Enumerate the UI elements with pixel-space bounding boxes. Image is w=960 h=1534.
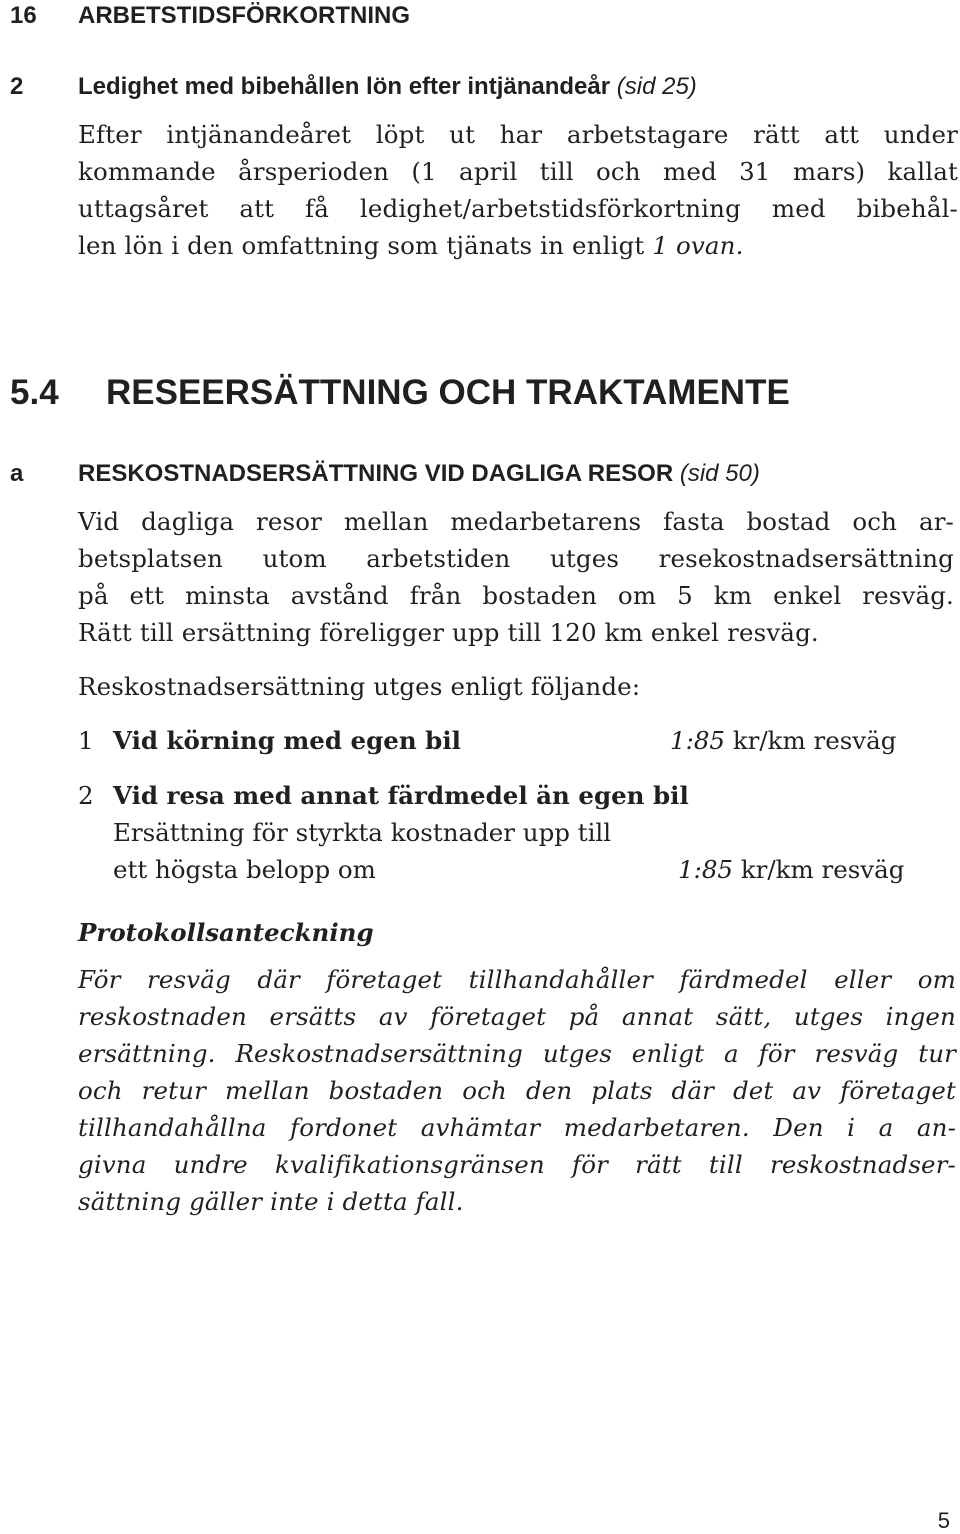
- subsection-title: Ledighet med bibehållen lön efter intjänandeår: [78, 73, 611, 100]
- item-number: 1: [78, 726, 94, 755]
- paragraph-line: len lön i den omfattning som tjänats in enligt: [78, 231, 645, 260]
- paragraph-2: [78, 503, 954, 651]
- page-header: [10, 2, 410, 30]
- paragraph-1: [78, 116, 958, 264]
- item-rate: [678, 851, 904, 888]
- paragraph-line: Vid dagliga resor mellan medarbetarens fasta bostad och ar-: [78, 507, 954, 536]
- protocol-heading: Protokollsanteckning: [78, 918, 374, 947]
- paragraph-line: uttagsåret att få ledighet/arbetstidsförkortning med bibehål-: [78, 194, 958, 223]
- paragraph-line: på ett minsta avstånd från bostaden om 5 km enkel resväg.: [78, 581, 954, 610]
- paragraph-line: ersättning. Reskostnadsersättning utges enligt a för resväg tur: [78, 1039, 956, 1068]
- item-title: Vid resa med annat färdmedel än egen bil: [113, 781, 689, 810]
- item-description: Ersättning för styrkta kostnader upp till: [113, 818, 612, 847]
- page-number: 5: [937, 1508, 950, 1533]
- paragraph-ref: 1 ovan.: [652, 231, 744, 260]
- paragraph-line: sättning gäller inte i detta fall.: [78, 1187, 464, 1216]
- subsection-a-ref: (sid 50): [679, 460, 760, 487]
- header-title: ARBETSTIDSFÖRKORTNING: [78, 2, 410, 29]
- item-number: 2: [78, 781, 94, 810]
- subsection-a-letter: a: [10, 460, 24, 487]
- paragraph-line: betsplatsen utom arbetstiden utges resekostnadsersättning: [78, 544, 954, 573]
- paragraph-line: och retur mellan bostaden och den plats där det av företaget: [78, 1076, 956, 1105]
- paragraph-line: tillhandahållna fordonet avhämtar medarbetaren. Den i a an-: [78, 1113, 956, 1142]
- section-number: 5.4: [10, 373, 59, 412]
- item-description: ett högsta belopp om: [113, 855, 376, 884]
- paragraph-line: Rätt till ersättning föreligger upp till 120 km enkel resväg.: [78, 618, 819, 647]
- paragraph-line: För resväg där företaget tillhandahåller färdmedel eller om: [78, 965, 956, 994]
- subsection-number: 2: [10, 73, 24, 100]
- section-title: RESEERSÄTTNING OCH TRAKTAMENTE: [106, 373, 790, 412]
- rate-item-2: [78, 777, 958, 888]
- subsection-ref: (sid 25): [616, 73, 697, 100]
- paragraph-line: reskostnaden ersätts av företaget på annat sätt, utges ingen: [78, 1002, 956, 1031]
- rate-value: 1:85: [670, 726, 726, 755]
- item-rate: [670, 722, 896, 759]
- rate-item-1: [78, 722, 958, 759]
- paragraph-3: Reskostnadsersättning utges enligt följande:: [78, 672, 641, 701]
- subsection-a-title: RESKOSTNADSERSÄTTNING VID DAGLIGA RESOR: [78, 460, 674, 487]
- rate-unit: kr/km resväg: [733, 855, 905, 884]
- rate-unit: kr/km resväg: [725, 726, 897, 755]
- protocol-note: [78, 961, 956, 1220]
- paragraph-line: Efter intjänandeåret löpt ut har arbetstagare rätt att under: [78, 120, 958, 149]
- rate-value: 1:85: [678, 855, 734, 884]
- paragraph-line: kommande årsperioden (1 april till och med 31 mars) kallat: [78, 157, 958, 186]
- paragraph-line: givna undre kvalifikationsgränsen för rätt till reskostnadser-: [78, 1150, 956, 1179]
- item-title: Vid körning med egen bil: [113, 726, 461, 755]
- header-number: 16: [10, 2, 37, 29]
